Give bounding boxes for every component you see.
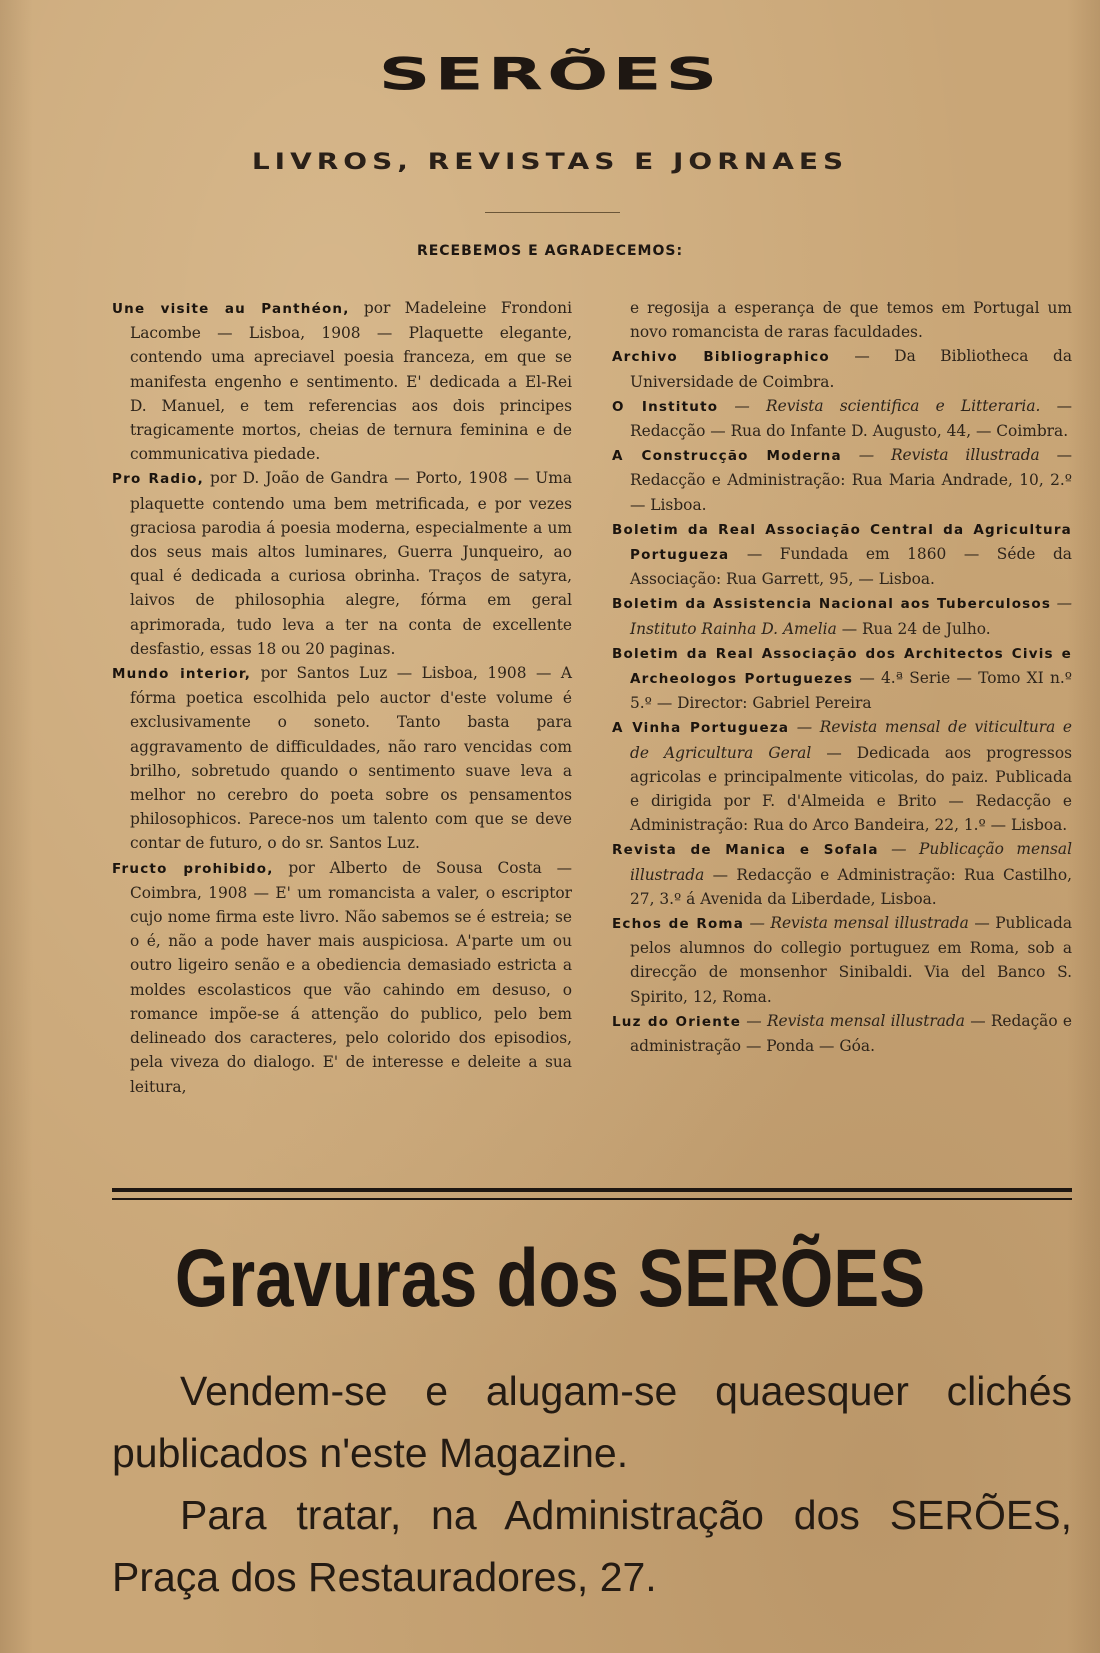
periodical-entry [612,837,1072,911]
periodical-entry [612,394,1072,443]
entry-text: — Redação e administração — Ponda — Góa. [630,1011,1072,1056]
entry-text: — Redacção e Administração: Rua Maria Andrade, 10, 2.º — Lisboa. [630,446,1072,514]
left-column [112,296,572,1099]
entry-subtitle: — Revista mensal illustrada [741,1011,965,1030]
masthead: SERÕES [378,48,722,101]
entry-subtitle: — Revista scientifica e Litteraria. [718,396,1041,415]
entry-subtitle: — Revista mensal de viticultura e de Agricultura Geral [630,718,1072,762]
entry-title: Une visite au Panthéon, [112,301,350,317]
entry-text: — Dedicada aos progressos agricolas e principalmente viticolas, do paiz. Publicada e dirigida por F. d'Almeida e Brito — Redacção e Administração: Rua do Arco Bandeira, 22, 1.º — Lisboa. [630,743,1072,835]
periodical-entry [612,715,1072,837]
periodical-entry [612,911,1072,1009]
entry-title: Pro Radio, [112,471,204,488]
received-heading: RECEBEMOS E AGRADECEMOS: [416,243,684,259]
periodical-entry [612,1009,1072,1058]
entry-text: por Alberto de Sousa Costa — Coimbra, 1908 — E' um romancista a valer, o escriptor cujo nome firma este livro. Não sabemos se é estreia; se o é, não a pode haver mais auspiciosa. A'parte um ou outro ligeiro senão e a obediencia demasiado estricta a moldes escolasticos que vão cahindo em desuso, o romance impõe-se á attenção do publico, pelo bem delineado dos caracteres, pelo colorido dos episodios, pela viveza do dialogo. E' de interesse e deleite a sua leitura, [130,858,572,1096]
entry-text: por D. João de Gandra — Porto, 1908 — Uma plaquette contendo uma bem metrificada, e por vezes graciosa parodia á poesia moderna, especialmente a um dos seus mais altos luminares, Guerra Junqueiro, ao qual é dedicada a curiosa obrinha. Traços de satyra, laivos de philosophia alegre, fórma em geral aprimorada, tudo leva a ter na conta de excellente desfastio, essas 18 ou 20 paginas. [130,469,572,658]
periodical-entry [612,517,1072,592]
entry-title: Luz do Oriente [612,1013,742,1030]
continued-text [612,296,1072,344]
entry-text: — Rua 24 de Julho. [836,619,991,638]
review-entry [112,296,572,466]
entry-subtitle: — Revista mensal illustrada [744,914,969,933]
entry-title: A Construcção Moderna [612,448,842,465]
advert-paragraph: Vendem-se e alugam-se quaesquer clichés publicados n'este Magazine. [112,1368,1072,1476]
entry-text: — 4.ª Serie — Tomo XI n.º 5.º — Director: Gabriel Pereira [630,669,1072,713]
entry-title: Boletim da Assistencia Nacional aos Tuberculosos [612,596,1052,613]
entry-subtitle: — Publicação mensal illustrada [630,840,1072,884]
entry-text: — Publicada pelos alumnos do collegio portuguez em Roma, sob a direcção de monsenhor Sinibaldi. Via del Banco S. Spirito, 12, Roma. [630,914,1072,1006]
entry-title: Mundo interior, [112,666,252,683]
entry-text: por Santos Luz — Lisboa, 1908 — A fórma poetica escolhida pelo auctor d'este volume é exclusivamente o soneto. Tanto basta para aggravamento de difficuldades, não raro vencidas com brilho, sobretudo quando o sentimento suave leva a melhor no cerebro do poeta sobre os pensamentos philosophicos. Parece-nos um talento com que se deve contar de futuro, o do sr. Santos Luz. [130,664,572,853]
entry-text: — Fundada em 1860 — Séde da Associação: Rua Garrett, 95, — Lisboa. [630,545,1072,589]
advert-title: Gravuras dos SERÕES [174,1233,926,1324]
advert-body [112,1360,1072,1608]
periodical-entry [612,344,1072,393]
entry-text: e regosija a esperança de que temos em Portugal um novo romancista de raras faculdades. [630,299,1072,342]
entry-title: Echos de Roma [612,916,744,933]
periodical-entry [612,443,1072,517]
periodical-entry [612,641,1072,716]
entry-text: por Madeleine Frondoni Lacombe — Lisboa, 1908 — Plaquette elegante, contendo uma apreciavel poesia franceza, em que se manifesta engenho e sentimento. E' dedicada a El-Rei D. Manuel, e tem referencias aos dois principes tragicamente mortos, cheias de ternura feminina e de communicativa piedade. [130,299,572,464]
review-entry [112,661,572,856]
entry-title: Boletim da Real Associação Central da Agricultura Portugueza [612,521,1072,564]
entry-title: Archivo Bibliographico [612,349,830,366]
entry-title: Fructo prohibido, [112,860,274,877]
entry-title: O Instituto [612,398,719,415]
section-divider [112,1188,1072,1200]
advert-paragraph: Para tratar, na Administração dos SERÕES, Praça dos Restauradores, 27. [112,1492,1072,1600]
right-column [612,296,1072,1058]
entry-subtitle: — Instituto Rainha D. Amelia [630,594,1072,638]
entry-text: — Redacção — Rua do Infante D. Augusto, 44, — Coimbra. [630,396,1072,441]
entry-title: A Vinha Portugueza [612,720,790,737]
entry-title: Revista de Manica e Sofala [612,842,879,859]
section-subtitle: LIVROS, REVISTAS E JORNAES [251,148,849,175]
periodical-entry [612,591,1072,640]
entry-text: — Da Bibliotheca da Universidade de Coimbra. [630,347,1072,391]
review-entry [112,856,572,1099]
review-entry [112,466,572,661]
divider [485,212,620,213]
entry-subtitle: — Revista illustrada [841,446,1040,465]
entry-title: Boletim da Real Associação dos Architectos Civis e Archeologos Portuguezes [612,645,1072,688]
entry-text: — Redacção e Administração: Rua Castilho, 27, 3.º á Avenida da Liberdade, Lisboa. [630,865,1072,908]
